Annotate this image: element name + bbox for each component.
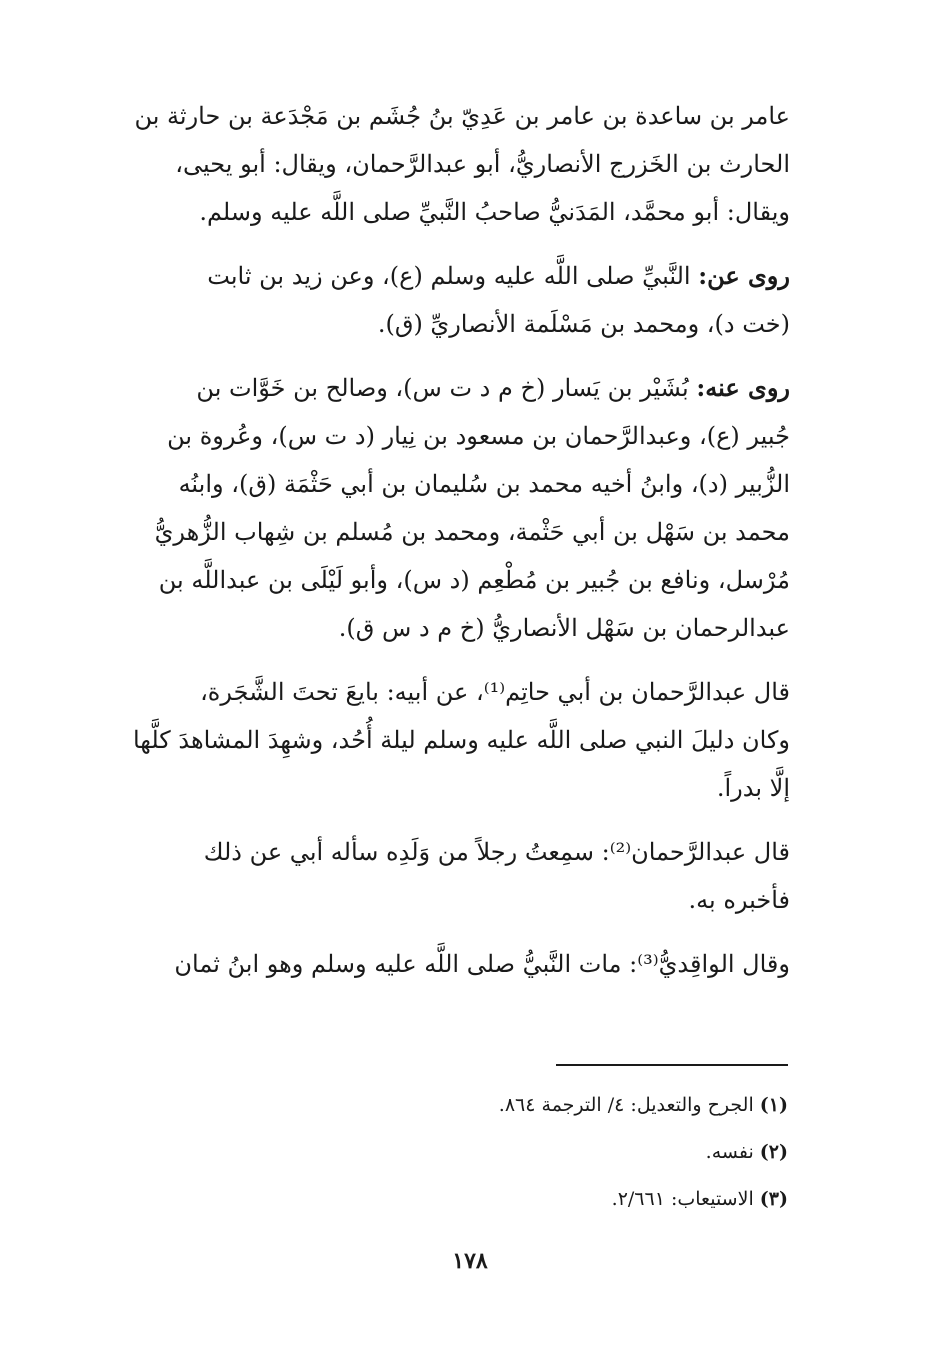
footnote-number: (٣) (759, 1188, 788, 1210)
footnote-item (420, 1082, 788, 1129)
text-line (94, 364, 790, 412)
text-line: محمد بن سَهْل بن أبي حَثْمة، ومحمد بن مُسلم بن شِهاب الزُّهريُّ (154, 518, 790, 546)
paragraph-abu-hatim (94, 668, 790, 812)
footnote-divider (556, 1064, 788, 1066)
paragraph-narrated-from (94, 252, 790, 348)
text-line: فأخبره به. (688, 886, 790, 914)
footnote-text: الجرح والتعديل: ٤/ الترجمة ٨٦٤. (498, 1094, 754, 1116)
footnote-item (420, 1176, 788, 1223)
text-line: وكان دليلَ النبي صلى اللَّه عليه وسلم ليلة أُحُد، وشهِدَ المشاهدَ كلَّها (132, 726, 790, 754)
text-line: إلَّا بدراً. (716, 774, 790, 802)
footnote-number: (٢) (759, 1141, 788, 1163)
text-line: (خت د)، ومحمد بن مَسْلَمة الأنصاريِّ (ق). (377, 310, 790, 338)
text-line (94, 252, 790, 300)
text-line: عبدالرحمان بن سَهْل الأنصاريُّ (خ م د س ق). (338, 614, 790, 642)
paragraph-narrated-by (94, 364, 790, 652)
text-line: مُرْسل، ونافع بن جُبير بن مُطْعِم (د س)، وأبو لَيْلَى بن عبداللَّه بن (158, 566, 790, 594)
text-line: وقال الواقِديُّ⁽³⁾: مات النَّبيُّ صلى اللَّه عليه وسلم وهو ابنُ ثمان (174, 950, 790, 978)
paragraph-lineage (94, 92, 790, 236)
text-line: قال عبدالرَّحمان⁽²⁾: سمِعتُ رجلاً من وَلَدِه سأله أبي عن ذلك (203, 838, 790, 866)
footnote-text: الاستيعاب: ٢/٦٦١. (611, 1188, 754, 1210)
footnote-number: (١) (759, 1094, 788, 1116)
footnote-text: نفسه. (705, 1141, 754, 1163)
text-line: الزُّبير (د)، وابنُ أخيه محمد بن سُليمان بن أبي حَثْمَة (ق)، وابنُه (178, 470, 790, 498)
paragraph-abdulrahman (94, 828, 790, 924)
body-text (94, 92, 790, 1004)
text-line: قال عبدالرَّحمان بن أبي حاتِم⁽¹⁾، عن أبيه: بايعَ تحتَ الشَّجَرة، (200, 678, 790, 706)
footnote-item (420, 1129, 788, 1176)
text-line: ويقال: أبو محمَّد، المَدَنيُّ صاحبُ النَّبيِّ صلى اللَّه عليه وسلم. (199, 198, 790, 226)
page-number: ١٧٨ (452, 1248, 488, 1274)
text-run: النَّبيِّ صلى اللَّه عليه وسلم (ع)، وعن زيد بن ثابت (207, 262, 691, 290)
section-label: روى عن: (698, 261, 790, 290)
text-line: عامر بن ساعدة بن عامر بن عَدِيّ بنُ جُشَم بن مَجْدَعة بن حارثة بن (134, 102, 790, 130)
text-line: جُبير (ع)، وعبدالرَّحمان بن مسعود بن نِيار (د ت س)، وعُروة بن (167, 422, 790, 450)
section-label: روى عنه: (696, 373, 790, 402)
text-line: الحارث بن الخَزرج الأنصاريُّ، أبو عبدالرَّحمان، ويقال: أبو يحيى، (175, 150, 790, 178)
text-run: بُشَيْر بن يَسار (خ م د ت س)، وصالح بن خَوَّات بن (196, 374, 689, 402)
footnotes (420, 1082, 788, 1223)
paragraph-waqidi (94, 940, 790, 988)
